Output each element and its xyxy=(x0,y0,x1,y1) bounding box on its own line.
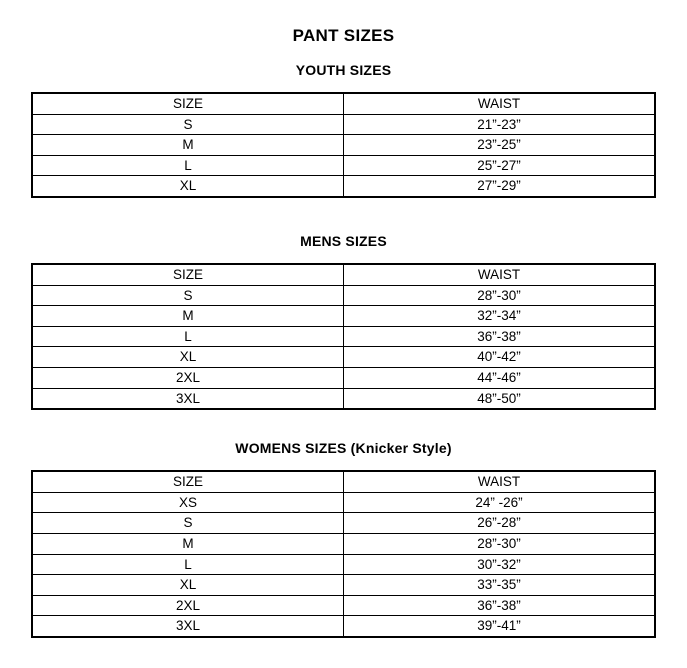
table-row xyxy=(32,135,655,156)
size-cell: S xyxy=(32,285,344,306)
waist-cell: 32”-34” xyxy=(344,306,656,327)
waist-cell: 28”-30” xyxy=(344,533,656,554)
waist-cell: 44”-46” xyxy=(344,367,656,388)
waist-cell: 36”-38” xyxy=(344,595,656,616)
waist-cell: 26”-28” xyxy=(344,513,656,534)
size-cell: M xyxy=(32,306,344,327)
table-row xyxy=(32,306,655,327)
youth-sizes-heading: YOUTH SIZES xyxy=(295,62,392,78)
waist-cell: 25”-27” xyxy=(344,155,656,176)
mens-sizes-table xyxy=(31,263,656,410)
size-cell: XL xyxy=(32,347,344,368)
table-row xyxy=(32,114,655,135)
size-cell: 2XL xyxy=(32,595,344,616)
size-cell: L xyxy=(32,155,344,176)
youth-sizes-table xyxy=(31,92,656,198)
waist-cell: 28”-30” xyxy=(344,285,656,306)
waist-cell: 23”-25” xyxy=(344,135,656,156)
waist-cell: 24” -26” xyxy=(344,492,656,513)
size-cell: XS xyxy=(32,492,344,513)
waist-column-header: WAIST xyxy=(344,471,656,492)
waist-column-header: WAIST xyxy=(344,93,656,114)
page-title: PANT SIZES xyxy=(292,26,395,45)
waist-cell: 40”-42” xyxy=(344,347,656,368)
waist-cell: 21”-23” xyxy=(344,114,656,135)
size-cell: XL xyxy=(32,176,344,197)
size-column-header: SIZE xyxy=(32,264,344,285)
waist-column-header: WAIST xyxy=(344,264,656,285)
womens-sizes-table xyxy=(31,470,656,638)
table-header-row xyxy=(32,93,655,114)
table-row xyxy=(32,513,655,534)
mens-sizes-heading: MENS SIZES xyxy=(300,232,387,249)
table-row xyxy=(32,388,655,409)
size-cell: 3XL xyxy=(32,388,344,409)
table-header-row xyxy=(32,264,655,285)
table-row xyxy=(32,285,655,306)
size-cell: L xyxy=(32,326,344,347)
waist-cell: 36”-38” xyxy=(344,326,656,347)
size-column-header: SIZE xyxy=(32,93,344,114)
size-cell: XL xyxy=(32,575,344,596)
table-row xyxy=(32,492,655,513)
size-column-header: SIZE xyxy=(32,471,344,492)
size-cell: S xyxy=(32,114,344,135)
table-row xyxy=(32,575,655,596)
size-cell: 2XL xyxy=(32,367,344,388)
waist-cell: 30”-32” xyxy=(344,554,656,575)
table-row xyxy=(32,176,655,197)
waist-cell: 48”-50” xyxy=(344,388,656,409)
table-row xyxy=(32,367,655,388)
womens-sizes-heading: WOMENS SIZES (Knicker Style) xyxy=(235,440,452,457)
table-row xyxy=(32,554,655,575)
size-cell: S xyxy=(32,513,344,534)
size-cell: M xyxy=(32,533,344,554)
table-row xyxy=(32,326,655,347)
table-row xyxy=(32,155,655,176)
table-row xyxy=(32,595,655,616)
waist-cell: 33”-35” xyxy=(344,575,656,596)
waist-cell: 27”-29” xyxy=(344,176,656,197)
size-cell: L xyxy=(32,554,344,575)
table-row xyxy=(32,347,655,368)
table-row xyxy=(32,533,655,554)
table-header-row xyxy=(32,471,655,492)
waist-cell: 39”-41” xyxy=(344,616,656,637)
size-cell: M xyxy=(32,135,344,156)
table-row xyxy=(32,616,655,637)
size-cell: 3XL xyxy=(32,616,344,637)
